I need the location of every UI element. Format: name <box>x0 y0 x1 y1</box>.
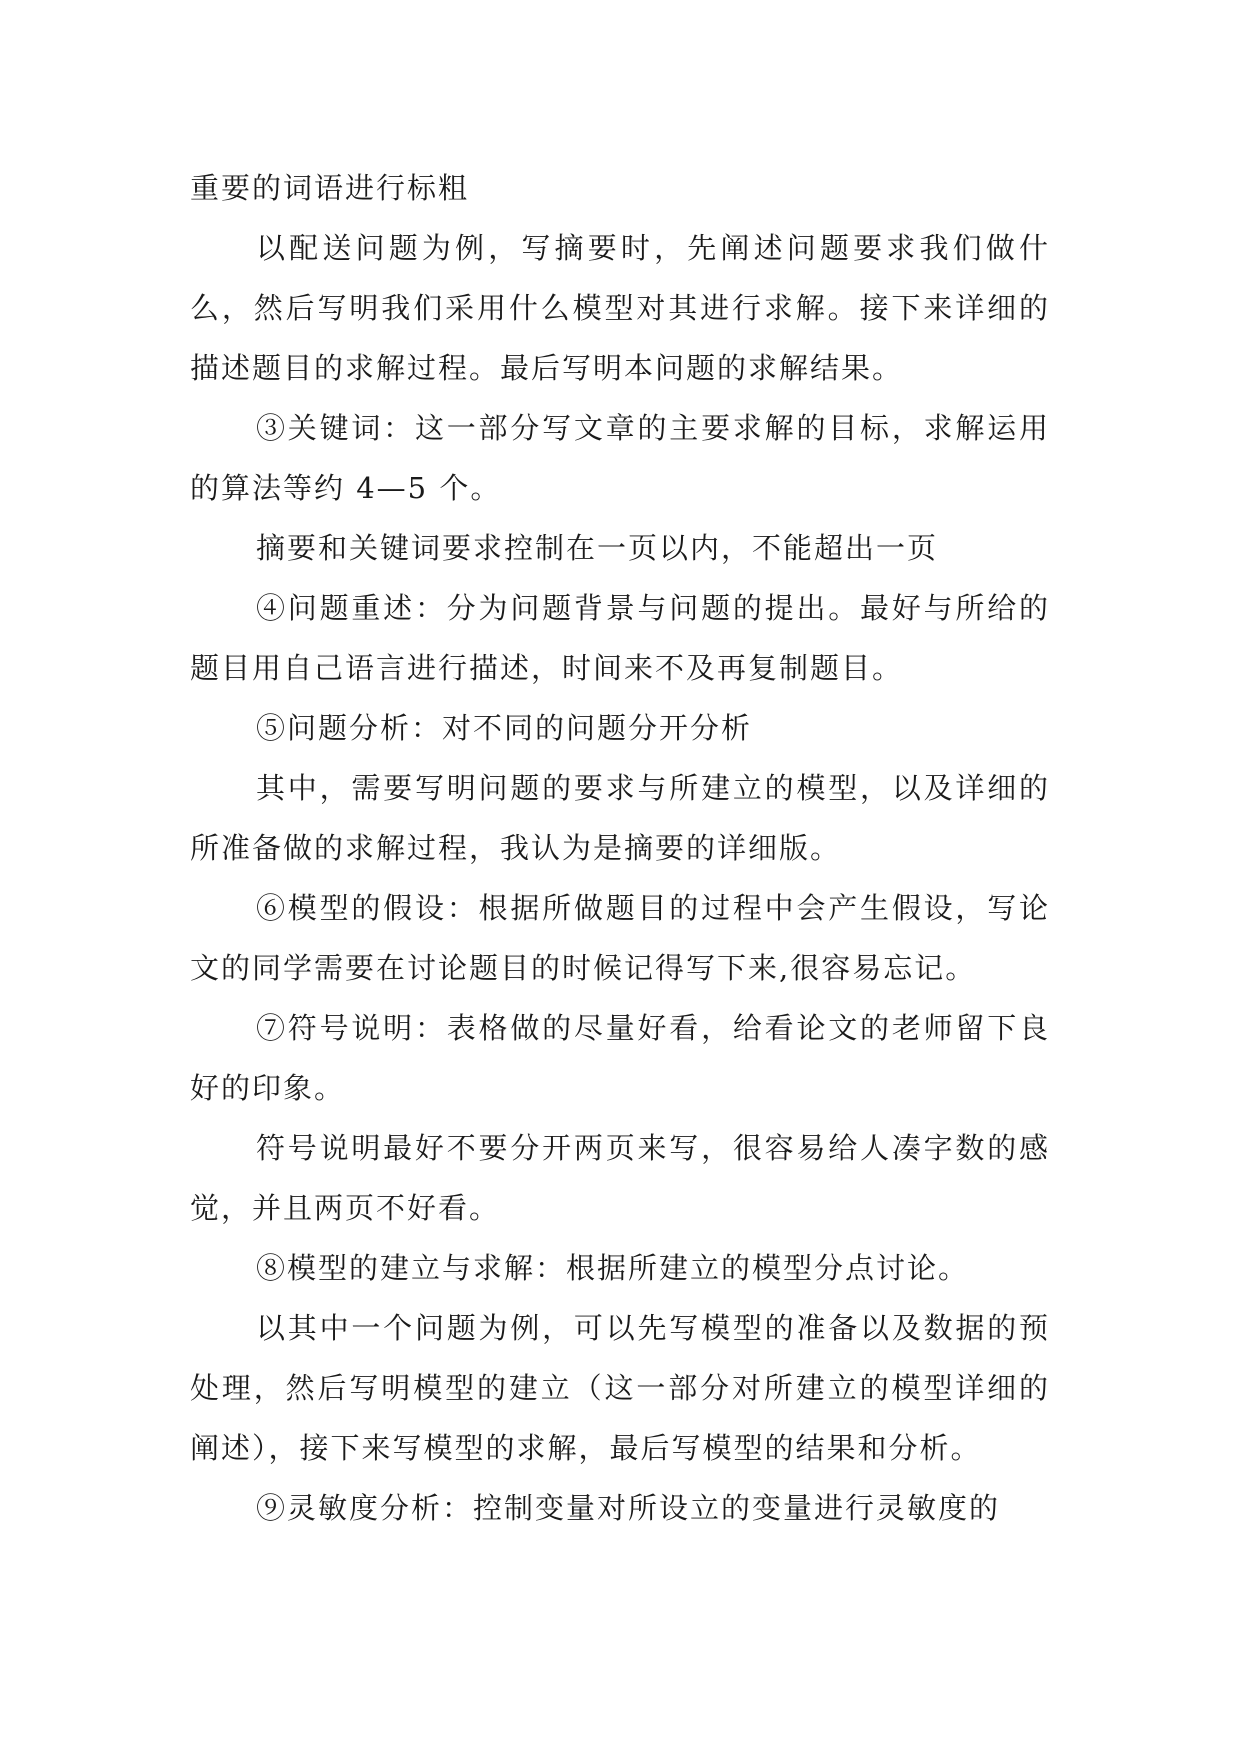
paragraph-4: 摘要和关键词要求控制在一页以内，不能超出一页 <box>256 531 939 565</box>
paragraph-6: ⑤问题分析：对不同的问题分开分析 <box>256 711 753 745</box>
paragraph-12: 以其中一个问题为例，可以先写模型的准备以及数据的预处理，然后写明模型的建立（这一部分对所建立的模型详细的阐述），接下来写模型的求解，最后写模型的结果和分析。 <box>190 1311 1050 1465</box>
paragraph-9: ⑦符号说明：表格做的尽量好看，给看论文的老师留下良好的印象。 <box>190 1011 1050 1105</box>
paragraph-5: ④问题重述：分为问题背景与问题的提出。最好与所给的题目用自己语言进行描述，时间来不及再复制题目。 <box>190 591 1050 685</box>
paragraph-2: 以配送问题为例，写摘要时，先阐述问题要求我们做什么，然后写明我们采用什么模型对其进行求解。接下来详细的描述题目的求解过程。最后写明本问题的求解结果。 <box>190 231 1050 385</box>
paragraph-7: 其中，需要写明问题的要求与所建立的模型，以及详细的所准备做的求解过程，我认为是摘要的详细版。 <box>190 771 1050 865</box>
paragraph-10: 符号说明最好不要分开两页来写，很容易给人凑字数的感觉，并且两页不好看。 <box>190 1131 1050 1225</box>
paragraph-1: 重要的词语进行标粗 <box>190 171 470 205</box>
document-page <box>190 158 1050 1538</box>
paragraph-8: ⑥模型的假设：根据所做题目的过程中会产生假设，写论文的同学需要在讨论题目的时候记得写下来,很容易忘记。 <box>190 891 1050 985</box>
paragraph-13: ⑨灵敏度分析：控制变量对所设立的变量进行灵敏度的 <box>256 1491 1001 1525</box>
paragraph-3: ③关键词：这一部分写文章的主要求解的目标，求解运用的算法等约 4—5 个。 <box>190 411 1050 505</box>
paragraph-11: ⑧模型的建立与求解：根据所建立的模型分点讨论。 <box>256 1251 970 1285</box>
